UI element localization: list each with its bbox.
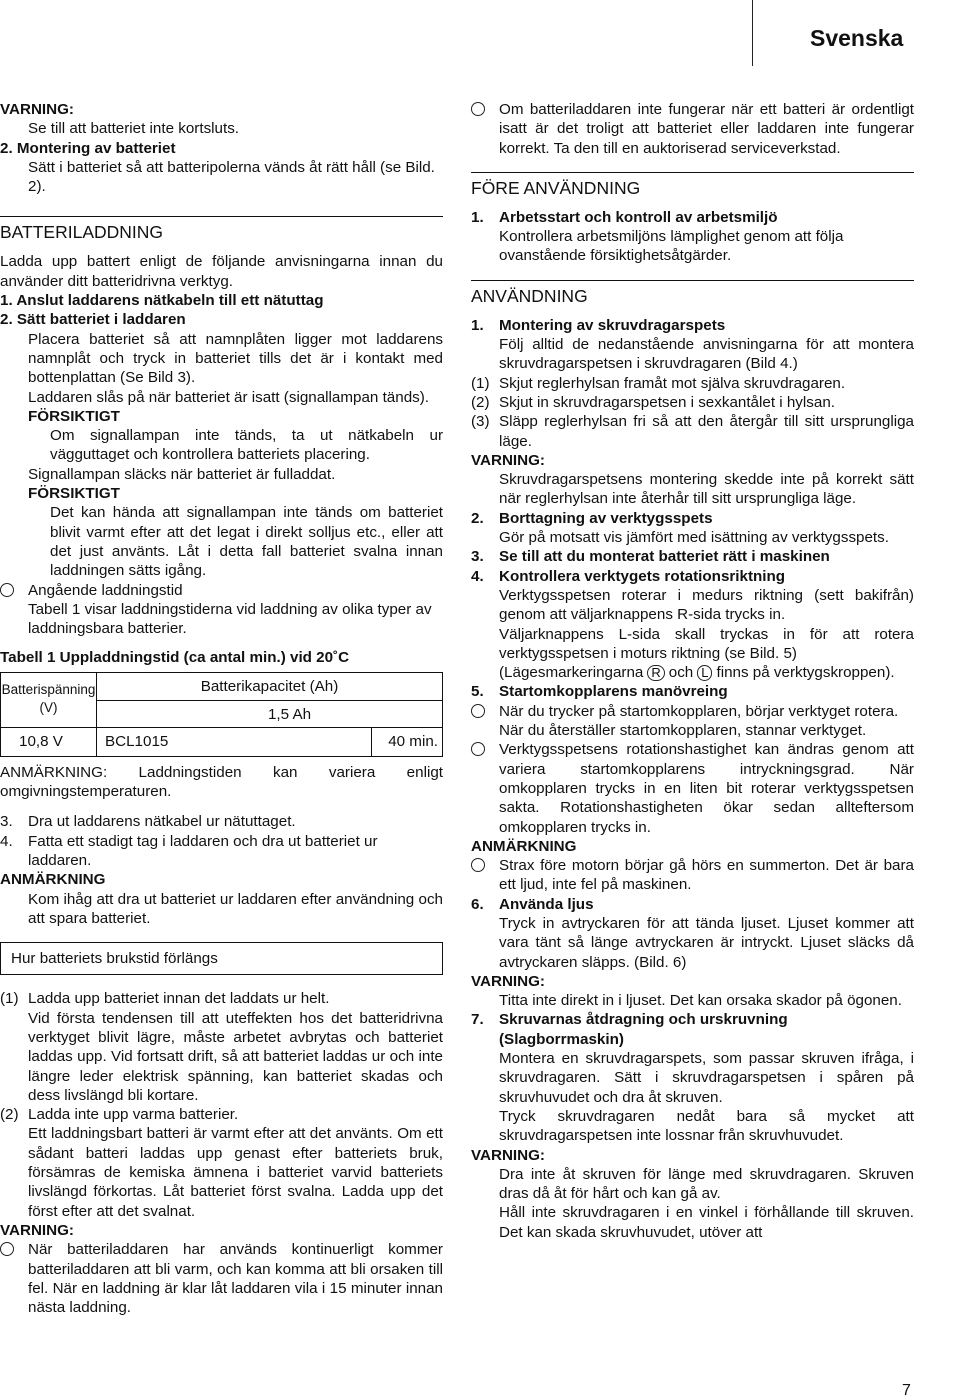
- bullet-text: När du trycker på startomkopplaren, börjar verktyget rotera.: [499, 702, 899, 720]
- right-column: [471, 100, 914, 1242]
- item-number: (3): [471, 413, 490, 431]
- paragraph: Tabell 1 visar laddningstiderna vid laddning av olika typer av laddningsbara batterier.: [28, 600, 432, 638]
- numbered-item: [0, 812, 443, 831]
- item-number: 3.: [471, 548, 484, 566]
- bullet-circle-icon: [471, 102, 485, 116]
- note-text: ANMÄRKNING: Laddningstiden kan variera enligt omgivningstemperaturen.: [0, 763, 443, 801]
- bullet-item: [471, 856, 914, 895]
- left-column: [0, 100, 443, 1317]
- item-number: (2): [471, 393, 490, 411]
- table-header-capacity-value: 1,5 Ah: [267, 705, 312, 723]
- step-heading: 2. Montering av batteriet: [0, 139, 176, 157]
- item-number: 2.: [471, 509, 484, 527]
- caution-text: Det kan hända att signallampan inte tänds om batteriet blivit varmt efter att det legat i direkt solljus etc., eller att det just använts. Låt i detta fall batteriet svalna innan laddningen sätts igång.: [50, 504, 443, 580]
- numbered-heading: [471, 509, 914, 528]
- item-text: Ladda inte upp varma batterier.: [28, 1106, 239, 1124]
- item-text: Fatta ett stadigt tag i laddaren och dra ut batteriet ur laddaren.: [28, 832, 378, 869]
- item-detail: Montera en skruvdragarspets, som passar skruven ifråga, i skruvdragaren. Sätt i skruvdragarspetsen i spåren på skruvhuvudet och dra åt skruven.: [499, 1050, 914, 1106]
- step-heading: 1. Anslut laddarens nätkabeln till ett nätuttag: [0, 292, 324, 310]
- table-header-capacity: [97, 673, 442, 727]
- item-number: (2): [0, 1106, 19, 1124]
- item-number: (1): [0, 990, 19, 1008]
- item-heading: Borttagning av verktygsspets: [499, 509, 713, 527]
- table-title: Tabell 1 Uppladdningstid (ca antal min.) vid 20˚C: [0, 649, 350, 667]
- header-divider: [752, 0, 753, 66]
- rotation-right-icon: R: [647, 665, 664, 681]
- bullet-item: [0, 1240, 443, 1317]
- item-detail: Verktygsspetsen roterar i medurs riktning (sett bakifrån) genom att väljarknappens R-sida trycks in.: [499, 586, 914, 624]
- page-number: 7: [902, 1382, 911, 1399]
- bullet-circle-icon: [471, 858, 485, 872]
- warning-label: VARNING:: [471, 451, 545, 469]
- item-number: 4.: [0, 832, 13, 850]
- item-detail: [471, 663, 914, 682]
- bullet-circle-icon: [0, 1242, 14, 1256]
- item-text: Skjut in skruvdragarspetsen i sexkantålet i hylsan.: [499, 393, 835, 411]
- item-text: Släpp reglerhylsan fri så att den återgår till sitt ursprungliga läge.: [499, 413, 914, 450]
- item-detail: Kontrollera arbetsmiljöns lämplighet genom att följa ovanstående försiktighetsåtgärder.: [499, 228, 844, 265]
- item-number: 1.: [471, 316, 484, 334]
- item-heading: Se till att du monterat batteriet rätt i maskinen: [499, 548, 830, 566]
- warning-label: VARNING:: [471, 1146, 545, 1164]
- caution-label: FÖRSIKTIGT: [28, 407, 120, 425]
- table-row: [1, 728, 442, 756]
- section-heading-charging: BATTERILADDNING: [0, 216, 443, 243]
- bullet-text: När batteriladdaren har används kontinuerligt kommer batteriladdaren att bli varm, och kan komma att bli orsaken till fel. När en laddning är klar låt laddaren vila i 15 minuter innan nästa laddning.: [28, 1241, 443, 1317]
- note-text: Kom ihåg att dra ut batteriet ur laddaren efter användning och att spara batteriet.: [28, 890, 443, 927]
- section-heading-usage: ANVÄNDNING: [471, 280, 914, 307]
- rotation-left-icon: L: [697, 665, 712, 681]
- section-heading-before-use: FÖRE ANVÄNDNING: [471, 172, 914, 199]
- table-header-voltage: Batterispänning (V): [1, 673, 97, 727]
- item-number: 6.: [471, 895, 484, 913]
- charging-time-table: [0, 672, 443, 757]
- item-number: 7.: [471, 1011, 484, 1029]
- bullet-item: [0, 581, 443, 600]
- item-number: 5.: [471, 683, 484, 701]
- bullet-text: Strax före motorn börjar gå hörs en summerton. Det är bara ett ljud, inte fel på maskinen.: [499, 857, 914, 894]
- step-text: Laddaren slås på när batteriet är isatt (signallampan tänds).: [28, 388, 430, 406]
- table-cell-model: BCL1015: [97, 728, 372, 756]
- warning-label: VARNING:: [471, 972, 545, 990]
- item-detail: Tryck skruvdragaren nedåt bara så mycket att skruvdragarspetsen inte lossnar från skruvhuvudet.: [499, 1107, 914, 1145]
- numbered-item: [0, 989, 443, 1008]
- bullet-circle-icon: [0, 583, 14, 597]
- item-detail: Väljarknappens L-sida skall tryckas in för att rotera verktygsspetsen i moturs riktning (se Bild. 5): [499, 625, 914, 662]
- numbered-heading: [471, 895, 914, 914]
- item-heading: Skruvarnas åtdragning och urskruvning (Slagborrmaskin): [499, 1011, 788, 1048]
- numbered-heading: [471, 547, 914, 566]
- numbered-heading: [471, 567, 914, 586]
- warning-text: Skruvdragarspetsens montering skedde inte på korrekt sätt när reglerhylsan inte återhår till sitt ursprungliga läge.: [499, 471, 914, 508]
- numbered-heading: [471, 1010, 914, 1049]
- numbered-item: [471, 374, 914, 393]
- caution-label: FÖRSIKTIGT: [28, 485, 120, 503]
- warning-label: VARNING:: [0, 1221, 74, 1239]
- bullet-circle-icon: [471, 704, 485, 718]
- item-number: 4.: [471, 567, 484, 585]
- bullet-item: [471, 740, 914, 836]
- item-number: 1.: [471, 208, 484, 226]
- table-cell-voltage: 10,8 V: [1, 728, 97, 756]
- note-label: ANMÄRKNING: [0, 871, 106, 889]
- markings-end: finns på verktygskroppen).: [716, 664, 895, 682]
- language-label: Svenska: [810, 25, 904, 51]
- item-text: Skjut reglerhylsan framåt mot själva skruvdragaren.: [499, 374, 846, 392]
- table-header-capacity-label: Batterikapacitet (Ah): [97, 673, 442, 701]
- bullet-item: [471, 702, 914, 721]
- bullet-text: Angående laddningstid: [28, 581, 183, 599]
- table-cell-time: 40 min.: [388, 732, 438, 750]
- bullet-text: Verktygsspetsens rotationshastighet kan ändras genom att variera startomkopplarens intryckningsgrad. När omkopplaren trycks in en liten bit roterar verktygsspetsen sakta. Rotationshastigheten ökar sedan allteftersom omkopplaren trycks in.: [499, 741, 914, 836]
- table-header-row: [1, 673, 442, 728]
- caution-text: Om signallampan inte tänds, ta ut nätkabeln ur vägguttaget och kontrollera batteriets placering.: [50, 427, 443, 464]
- warning-label: VARNING:: [0, 101, 74, 118]
- markings-and: och: [668, 664, 694, 682]
- step-text: Signallampan släcks när batteriet är fulladdat.: [28, 465, 336, 483]
- item-number: 3.: [0, 813, 13, 831]
- numbered-heading: [471, 208, 914, 227]
- tip-box: Hur batteriets brukstid förlängs: [0, 942, 443, 975]
- warning-text: Dra inte åt skruven för länge med skruvdragaren. Skruven dras då åt för hårt och kan gå av.: [499, 1165, 914, 1203]
- item-detail: När du återställer startomkopplaren, stannar verktyget.: [499, 722, 867, 740]
- markings-text: (Lägesmarkeringarna: [499, 664, 644, 682]
- numbered-heading: [471, 682, 914, 701]
- numbered-item: [0, 832, 443, 871]
- step-text: Placera batteriet så att namnplåten ligger mot laddarens namnplåt och tryck in batteriet tills det är i kontakt med bottenplattan (Se Bild 3).: [28, 330, 443, 387]
- item-text: Ladda upp batteriet innan det laddats ur helt.: [28, 990, 330, 1008]
- note-label: ANMÄRKNING: [471, 837, 577, 855]
- numbered-heading: [471, 316, 914, 335]
- bullet-item: [471, 100, 914, 158]
- item-heading: Montering av skruvdragarspets: [499, 316, 726, 334]
- numbered-item: [471, 412, 914, 451]
- bullet-circle-icon: [471, 742, 485, 756]
- numbered-item: [0, 1105, 443, 1124]
- bullet-text: Om batteriladdaren inte fungerar när ett batteri är ordentligt isatt är det troligt att batteriet eller laddaren inte fungerar korrekt. Ta den till en auktoriserad serviceverkstad.: [499, 101, 914, 157]
- warning-text: Titta inte direkt in i ljuset. Det kan orsaka skador på ögonen.: [499, 992, 902, 1010]
- numbered-item: [471, 393, 914, 412]
- paragraph: Ladda upp battert enligt de följande anvisningarna innan du använder ditt batteridrivna verktyg.: [0, 253, 443, 290]
- item-detail: Gör på motsatt vis jämfört med isättning av verktygsspets.: [499, 529, 889, 547]
- item-detail: Ett laddningsbart batteri är varmt efter att det använts. Om ett sådant batteri laddas upp genast efter batteriets bruk, försämras de kemiska ämnena i batteriet varvid batteriets livslängd förkortas. Låt batteriet först svalna. Ladda upp det först efter att det svalnat.: [28, 1125, 443, 1220]
- warning-text: Se till att batteriet inte kortsluts.: [28, 120, 240, 138]
- item-text: Dra ut laddarens nätkabel ur nätuttaget.: [28, 813, 296, 831]
- step-heading: 2. Sätt batteriet i laddaren: [0, 311, 186, 329]
- item-heading: Startomkopplarens manövreing: [499, 683, 728, 701]
- item-detail: Tryck in avtryckaren för att tända ljuset. Ljuset kommer att vara tänt så länge avtryckaren är intryckt. Ljuset släcks då avtryckaren släpps. (Bild. 6): [499, 914, 914, 971]
- item-heading: Arbetsstart och kontroll av arbetsmiljö: [499, 208, 778, 226]
- item-heading: Använda ljus: [499, 895, 594, 913]
- item-number: (1): [471, 374, 490, 392]
- step-text: Sätt i batteriet så att batteripolerna vänds åt rätt håll (se Bild. 2).: [28, 158, 435, 196]
- warning-text: Håll inte skruvdragaren i en vinkel i förhållande till skruven. Det kan skada skruvhuvudet, utöver att: [499, 1204, 914, 1241]
- item-detail: Vid första tendensen till att uteffekten hos det batteridrivna verktyget blivit lägre, måste arbetet avbrytas och batteriet laddas upp. Vid fortsatt drift, så att batteriet laddas ur och inte längre leder elektrisk spänning, kan batteriet skadas och dess livslängd bli kortare.: [28, 1009, 443, 1104]
- item-heading: Kontrollera verktygets rotationsriktning: [499, 567, 786, 585]
- item-detail: Följ alltid de nedanstående anvisningarna för att montera skruvdragarspetsen i skruvdragaren (Bild 4.): [499, 336, 914, 373]
